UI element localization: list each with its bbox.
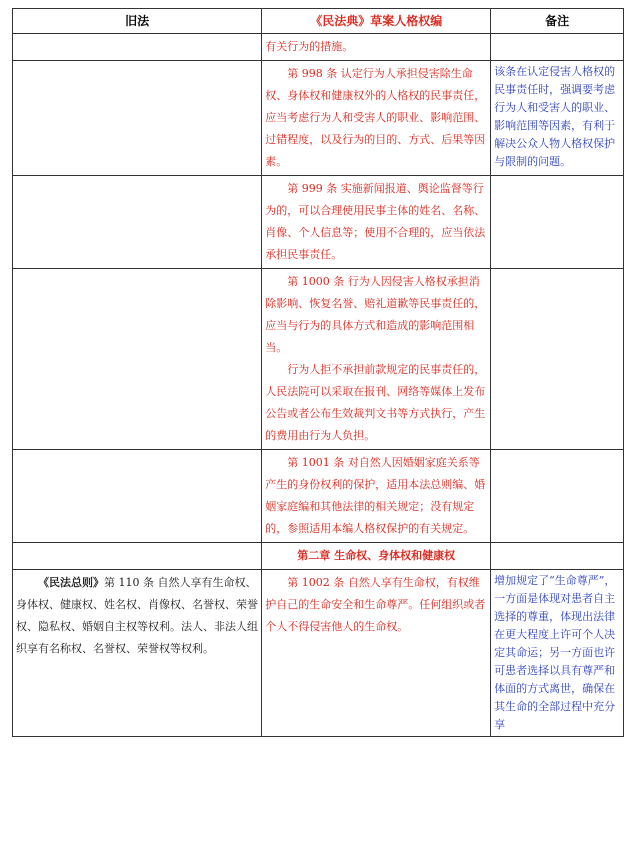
note-cell bbox=[491, 176, 624, 269]
old-law-paragraph bbox=[16, 572, 258, 660]
header-notes: 备注 bbox=[491, 9, 624, 34]
draft-cell bbox=[262, 61, 491, 176]
note-cell bbox=[491, 450, 624, 543]
article-1001: 第 1001 条 对自然人因婚姻家庭关系等产生的身份权利的保护，适用本法总则编、婚姻家庭编和其他法律的相关规定；没有规定的，参照适用本编人格权保护的有关规定。 bbox=[265, 456, 486, 535]
draft-cell bbox=[262, 450, 491, 543]
old-law-cell bbox=[13, 176, 262, 269]
old-law-text: 第 110 条 自然人享有生命权、身体权、健康权、姓名权、肖像权、名誉权、荣誉权、隐私权、婚姻自主权等权利。法人、非法人组织享有名称权、名誉权、荣誉权等权利。 bbox=[16, 576, 258, 655]
article-1000-para-1: 第 1000 条 行为人因侵害人格权承担消除影响、恢复名誉、赔礼道歉等民事责任的，应当与行为的具体方式和造成的影响范围相当。 bbox=[265, 275, 486, 354]
article-1000-para-2: 行为人拒不承担前款规定的民事责任的，人民法院可以采取在报刊、网络等媒体上发布公告或者公布生效裁判文书等方式执行，产生的费用由行为人负担。 bbox=[265, 363, 486, 442]
table-row bbox=[13, 176, 624, 269]
table-row bbox=[13, 450, 624, 543]
draft-cell bbox=[262, 34, 491, 61]
chapter-title: 第二章 生命权、身体权和健康权 bbox=[262, 543, 491, 570]
note-cell bbox=[491, 543, 624, 570]
table-row bbox=[13, 269, 624, 450]
header-row bbox=[13, 9, 624, 34]
old-law-source: 《民法总则》 bbox=[38, 576, 104, 589]
draft-cell bbox=[262, 269, 491, 450]
old-law-cell bbox=[13, 61, 262, 176]
old-law-cell bbox=[13, 570, 262, 737]
article-998: 第 998 条 认定行为人承担侵害除生命权、身体权和健康权外的人格权的民事责任，应当考虑行为人和受害人的职业、影响范围、过错程度，以及行为的目的、方式、后果等因素。 bbox=[265, 67, 486, 168]
article-999: 第 999 条 实施新闻报道、舆论监督等行为的，可以合理使用民事主体的姓名、名称、肖像、个人信息等；使用不合理的，应当依法承担民事责任。 bbox=[265, 182, 486, 261]
draft-cell bbox=[262, 570, 491, 737]
note-cell bbox=[491, 269, 624, 450]
old-law-cell bbox=[13, 34, 262, 61]
comparison-table bbox=[12, 8, 624, 737]
note-cell bbox=[491, 34, 624, 61]
article-1002: 第 1002 条 自然人享有生命权，有权维护自己的生命安全和生命尊严。任何组织或者个人不得侵害他人的生命权。 bbox=[265, 576, 486, 633]
table-row bbox=[13, 570, 624, 737]
note-cell: 增加规定了“生命尊严”，一方面是体现对患者自主选择的尊重，体现出法律在更大程度上许可个人决定其命运；另一方面也许可患者选择以具有尊严和体面的方式离世，确保在其生命的全部过程中充分享 bbox=[491, 570, 624, 737]
old-law-cell bbox=[13, 450, 262, 543]
chapter-row bbox=[13, 543, 624, 570]
header-old-law: 旧法 bbox=[13, 9, 262, 34]
note-cell: 该条在认定侵害人格权的民事责任时，强调要考虑行为人和受害人的职业、影响范围等因素，有利于解决公众人物人格权保护与限制的问题。 bbox=[491, 61, 624, 176]
table-row bbox=[13, 34, 624, 61]
draft-paragraph: 有关行为的措施。 bbox=[265, 40, 354, 53]
header-draft: 《民法典》草案人格权编 bbox=[262, 9, 491, 34]
draft-cell bbox=[262, 176, 491, 269]
old-law-cell bbox=[13, 269, 262, 450]
old-law-cell bbox=[13, 543, 262, 570]
table-row bbox=[13, 61, 624, 176]
